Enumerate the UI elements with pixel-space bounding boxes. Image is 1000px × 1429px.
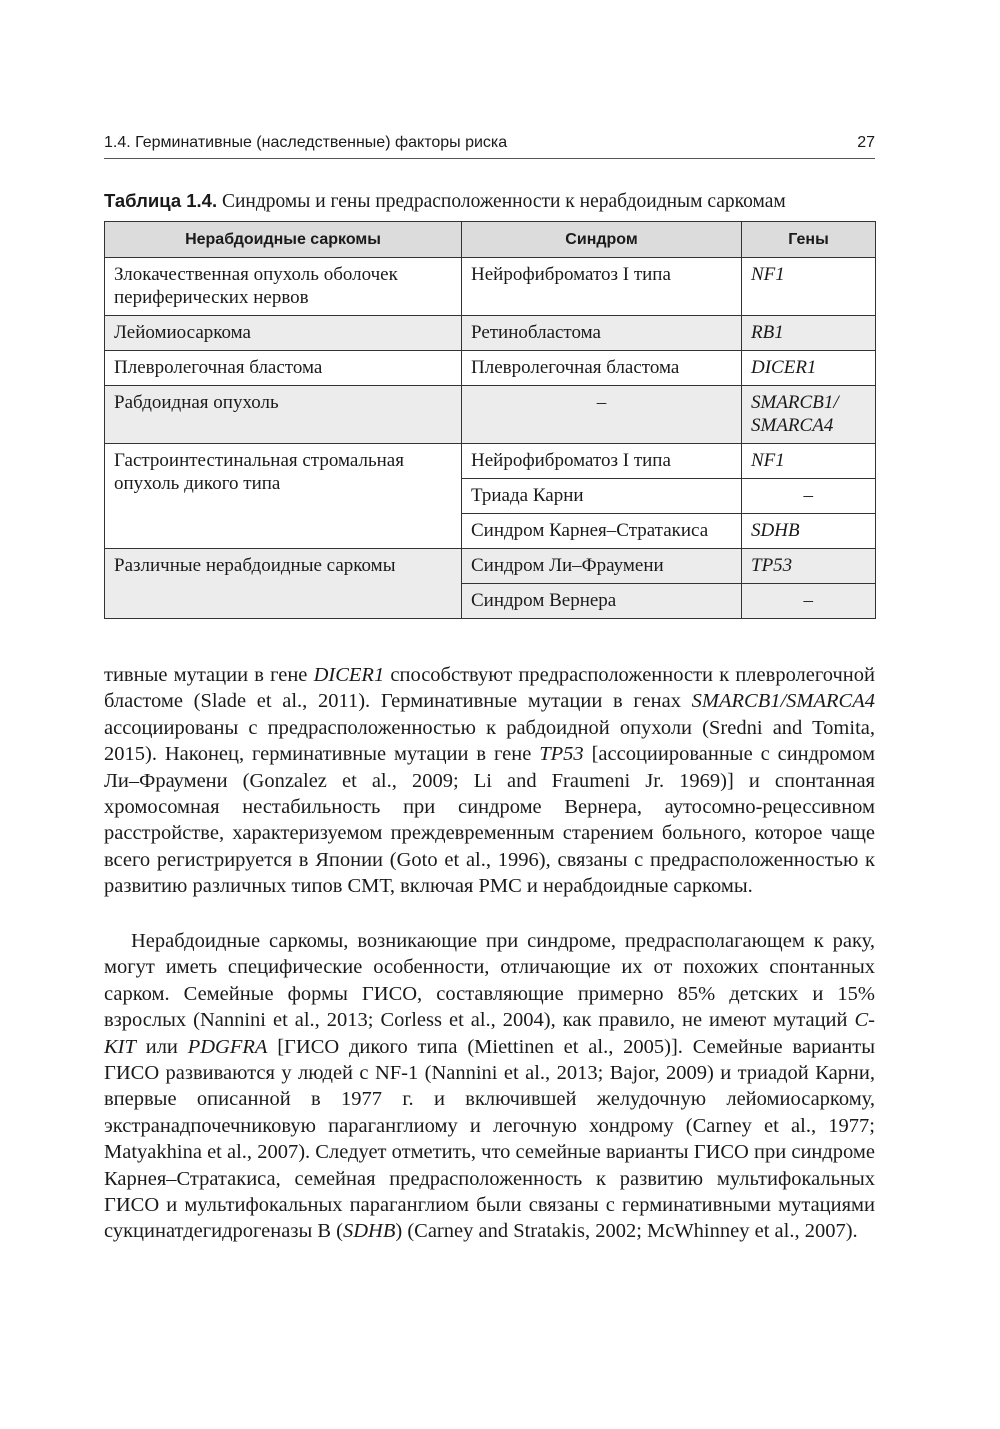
cell-sarcoma: Различные нерабдоидные саркомы	[105, 549, 462, 619]
table-header-row	[105, 222, 876, 258]
table-row	[105, 351, 876, 386]
cell-syndrome: Ретинобластома	[462, 316, 742, 351]
cell-syndrome: Синдром Карнея–Стратакиса	[462, 514, 742, 549]
table-row	[105, 316, 876, 351]
cell-gene: SMARCB1/ SMARCA4	[742, 386, 876, 444]
cell-gene: SDHB	[742, 514, 876, 549]
cell-sarcoma: Гастроинтестинальная стромальная опухоль дикого типа	[105, 444, 462, 549]
text-run: или	[135, 1035, 188, 1058]
text-run: тивные мутации в гене	[104, 664, 314, 686]
cell-gene: NF1	[742, 444, 876, 479]
gene-name: TP53	[539, 743, 584, 766]
cell-gene: –	[742, 479, 876, 514]
table-caption-label: Таблица 1.4.	[104, 190, 218, 211]
body-paragraph-1	[104, 662, 875, 900]
table-caption-text: Синдромы и гены предрасположенности к нерабдоидным саркомам	[217, 191, 786, 212]
cell-syndrome: Синдром Ли–Фраумени	[462, 549, 742, 584]
cell-gene: RB1	[742, 316, 876, 351]
cell-sarcoma: Злокачественная опухоль оболочек периферических нервов	[105, 258, 462, 316]
column-header-sarcomas: Нерабдоидные саркомы	[105, 222, 462, 258]
cell-gene: TP53	[742, 549, 876, 584]
running-title: 1.4. Герминативные (наследственные) факторы риска	[104, 134, 508, 151]
cell-syndrome: Синдром Вернера	[462, 584, 742, 619]
table-row	[105, 549, 876, 584]
cell-sarcoma: Лейомиосаркома	[105, 316, 462, 351]
cell-sarcoma: Рабдоидная опухоль	[105, 386, 462, 444]
text-run: [ассоциированные с синдромом Ли–Фраумени (Gonzalez et al., 2009; Li and Fraumeni Jr. 1969)] и спонтанная хромосомная нестабильность при синдроме Вернера, аутосомно-рецессивном расстройстве, характеризуемом преждевременным старением больного, которое чаще всего регистрируется в Японии (Goto et al., 1996), связаны с предрасположенностью к развитию различных типов СМТ, включая РМС и нерабдоидные саркомы.	[104, 743, 875, 898]
text-run: способствуют предрасположенности к плевролегочной бластоме (Slade et al., 2011). Герминативные мутации в генах	[104, 664, 875, 713]
table-caption	[104, 190, 875, 213]
cell-syndrome: Нейрофиброматоз I типа	[462, 444, 742, 479]
cell-gene: NF1	[742, 258, 876, 316]
gene-name: DICER1	[313, 664, 385, 686]
table-row	[105, 444, 876, 479]
table-row	[105, 386, 876, 444]
cell-syndrome: Триада Карни	[462, 479, 742, 514]
gene-name: PDGFRA	[187, 1035, 268, 1058]
gene-name: C-KIT	[104, 1009, 875, 1058]
syndromes-table	[104, 221, 876, 619]
body-paragraph-2	[104, 928, 875, 1245]
text-run: [ГИСО дикого типа (Miettinen et al., 2005)]. Семейные варианты ГИСО развиваются у людей с NF-1 (Nannini et al., 2013; Bajor, 2009) и триадой Карни, впервые описанной в 1977 г. и включившей желудочную лейомиосаркому, экстранадпочечниковую параганглиому и легочную хондрому (Carney et al., 1977; Matyakhina et al., 2007). Следует отметить, что семейные варианты ГИСО при синдроме Карнея–Стратакиса, семейная предрасположенность к развитию мультифокальных ГИСО и мультифокальных параганглиом были связаны с герминативными мутациями сукцинатдегидрогеназы B (	[104, 1035, 875, 1243]
text-run: ассоциированы с предрасположенностью к рабдоидной опухоли (Sredni and Tomita, 2015). Наконец, герминативные мутации в гене	[104, 716, 875, 766]
page-number: 27	[857, 134, 875, 151]
column-header-syndrome: Синдром	[462, 222, 742, 258]
cell-gene: DICER1	[742, 351, 876, 386]
gene-name: SMARCB1/SMARCA4	[691, 690, 875, 713]
text-run: ) (Carney and Stratakis, 2002; McWhinney et al., 2007).	[395, 1220, 858, 1243]
cell-syndrome: –	[462, 386, 742, 444]
cell-syndrome: Нейрофиброматоз I типа	[462, 258, 742, 316]
table-row	[105, 258, 876, 316]
column-header-genes: Гены	[742, 222, 876, 258]
cell-sarcoma: Плевролегочная бластома	[105, 351, 462, 386]
text-run: Нерабдоидные саркомы, возникающие при синдроме, предрасполагающем к раку, могут иметь специфические особенности, отличающие их от похожих спонтанных сарком. Семейные формы ГИСО, составляющие примерно 85% детских и 15% взрослых (Nannini et al., 2013; Corless et al., 2004), как правило, не имеют мутаций	[104, 930, 875, 1032]
running-header	[104, 130, 875, 159]
cell-gene: –	[742, 584, 876, 619]
gene-name: SDHB	[342, 1220, 396, 1243]
cell-syndrome: Плевролегочная бластома	[462, 351, 742, 386]
